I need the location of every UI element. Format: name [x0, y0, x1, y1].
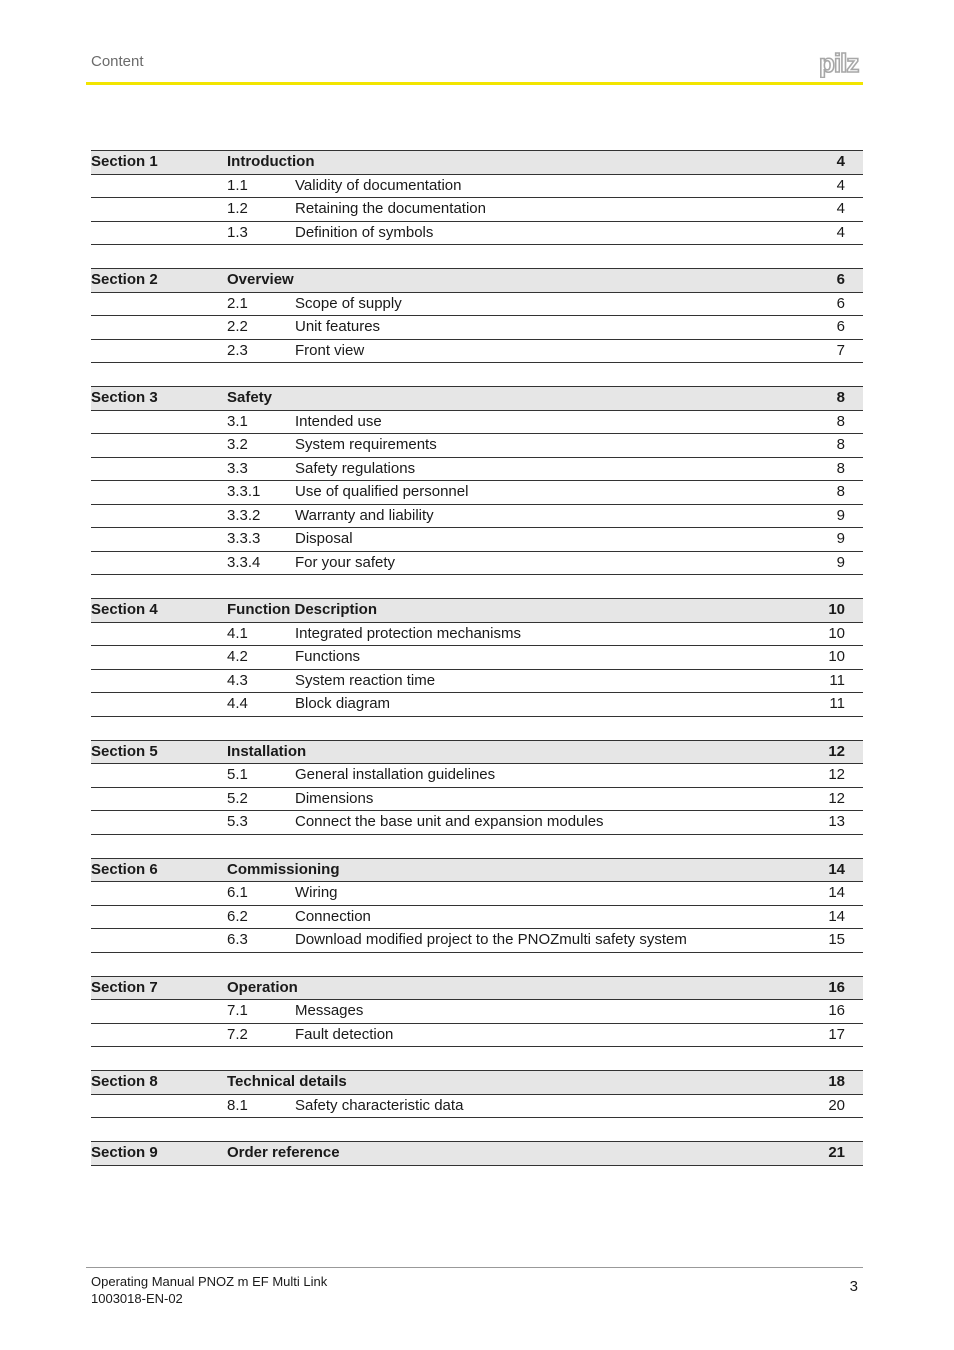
toc-section-page: 10 [828, 601, 845, 618]
toc-entry-title: Intended use [295, 412, 382, 430]
toc-entry-number: 2.2 [227, 318, 248, 335]
toc-entry-number: 1.3 [227, 223, 248, 241]
toc-entry-number: 4.2 [227, 648, 248, 665]
toc-entry-row[interactable] [91, 764, 863, 788]
toc-entry-row[interactable] [91, 198, 863, 222]
toc-entry-row[interactable] [91, 670, 863, 694]
footer-doc-title: Operating Manual PNOZ m EF Multi Link [91, 1274, 328, 1289]
toc-section-label: Section 1 [91, 153, 158, 170]
toc-section [91, 268, 863, 363]
toc-section-title: Technical details [227, 1073, 347, 1090]
toc-entry-page: 6 [836, 294, 845, 312]
toc-entry-page: 13 [828, 813, 845, 830]
toc-entry-number: 5.2 [227, 789, 248, 807]
toc-section [91, 740, 863, 835]
toc-entry-number: 5.1 [227, 766, 248, 783]
toc-section-row[interactable] [91, 740, 863, 765]
toc-entry-number: 2.3 [227, 341, 248, 359]
toc-entry-page: 4 [836, 200, 845, 217]
toc-section [91, 858, 863, 953]
toc-section-page: 21 [828, 1144, 845, 1161]
toc-section-page: 14 [828, 860, 845, 878]
toc-entry-number: 3.3.2 [227, 506, 261, 524]
toc-entry-page: 9 [836, 553, 845, 571]
toc-section-page: 18 [828, 1073, 845, 1090]
toc-entry-number: 6.3 [227, 931, 248, 948]
toc-entry-page: 9 [836, 530, 845, 547]
toc-entry-title: For your safety [295, 553, 396, 571]
toc-entry-row[interactable] [91, 293, 863, 317]
toc-section-title: Overview [227, 271, 294, 288]
toc-section [91, 1141, 863, 1166]
toc-section-title: Operation [227, 978, 298, 996]
toc-entry-title: Connection [295, 907, 371, 925]
toc-entry-page: 15 [828, 931, 845, 948]
toc-entry-number: 3.1 [227, 412, 248, 430]
toc-entry-row[interactable] [91, 316, 863, 340]
toc-section-label: Section 2 [91, 271, 158, 288]
toc-section-label: Section 4 [91, 601, 158, 618]
page-header [86, 50, 863, 85]
toc-entry-row[interactable] [91, 552, 863, 576]
toc-entry-title: Functions [295, 648, 361, 665]
toc-entry-title: Safety regulations [295, 459, 416, 477]
toc-section-label: Section 6 [91, 860, 158, 878]
toc-entry-title: Validity of documentation [295, 176, 462, 194]
toc-entry-title: Use of qualified personnel [295, 483, 469, 500]
toc-entry-row[interactable] [91, 788, 863, 812]
toc-section-page: 12 [828, 742, 845, 760]
toc-section-row[interactable] [91, 858, 863, 883]
toc-entry-title: Scope of supply [295, 294, 402, 312]
toc-entry-title: Safety characteristic data [295, 1096, 464, 1114]
toc-entry-number: 3.3 [227, 459, 248, 477]
toc-entry-title: Unit features [295, 318, 381, 335]
toc-entry-row[interactable] [91, 528, 863, 552]
toc-section-label: Section 3 [91, 389, 158, 406]
toc-section-title: Introduction [227, 153, 315, 170]
toc-entry-page: 8 [836, 412, 845, 430]
toc-section-row[interactable] [91, 976, 863, 1001]
toc-entry-row[interactable] [91, 623, 863, 647]
toc-entry-row[interactable] [91, 906, 863, 930]
toc-entry-title: Block diagram [295, 695, 391, 712]
toc-entry-row[interactable] [91, 1000, 863, 1024]
toc-section-row[interactable] [91, 386, 863, 411]
toc-entry-number: 3.2 [227, 436, 248, 453]
toc-entry-number: 6.2 [227, 907, 248, 925]
toc-entry-page: 6 [836, 318, 845, 335]
toc-entry-page: 11 [829, 695, 845, 712]
toc-entry-title: Messages [295, 1002, 364, 1019]
toc-section-row[interactable] [91, 1141, 863, 1166]
table-of-contents [91, 150, 863, 1189]
toc-entry-row[interactable] [91, 222, 863, 246]
toc-section-row[interactable] [91, 1070, 863, 1095]
toc-entry-number: 7.1 [227, 1002, 248, 1019]
toc-entry-number: 4.4 [227, 695, 248, 712]
page-footer [86, 1267, 863, 1306]
toc-entry-title: System requirements [295, 436, 437, 453]
toc-entry-row[interactable] [91, 693, 863, 717]
toc-entry-row[interactable] [91, 434, 863, 458]
toc-entry-page: 20 [828, 1096, 845, 1114]
toc-entry-page: 12 [828, 766, 845, 783]
toc-entry-number: 3.3.4 [227, 553, 261, 571]
toc-entry-page: 9 [836, 506, 845, 524]
logo-text: pilz [819, 50, 859, 78]
toc-entry-page: 10 [828, 624, 845, 642]
toc-section-label: Section 8 [91, 1073, 158, 1090]
toc-entry-number: 4.3 [227, 671, 248, 689]
toc-entry-page: 14 [828, 884, 845, 901]
toc-entry-title: Dimensions [295, 789, 374, 807]
header-title: Content [91, 53, 144, 70]
toc-entry-number: 6.1 [227, 884, 248, 901]
toc-entry-row[interactable] [91, 882, 863, 906]
toc-entry-row[interactable] [91, 1024, 863, 1048]
toc-entry-page: 12 [828, 789, 845, 807]
toc-entry-title: Integrated protection mechanisms [295, 624, 521, 642]
toc-entry-number: 3.3.1 [227, 483, 261, 500]
toc-section-label: Section 9 [91, 1144, 158, 1161]
toc-entry-title: Retaining the documentation [295, 200, 486, 217]
toc-entry-row[interactable] [91, 1095, 863, 1119]
toc-entry-row[interactable] [91, 505, 863, 529]
footer-doc-number: 1003018-EN-02 [91, 1291, 183, 1306]
toc-entry-number: 1.1 [227, 176, 248, 194]
toc-section-row[interactable] [91, 268, 863, 293]
footer-page-number: 3 [849, 1278, 858, 1295]
toc-entry-row[interactable] [91, 175, 863, 199]
toc-entry-title: System reaction time [295, 671, 436, 689]
toc-section-title: Function Description [227, 601, 377, 618]
toc-entry-page: 11 [829, 671, 845, 689]
toc-entry-page: 8 [836, 436, 845, 453]
toc-section-label: Section 7 [91, 978, 158, 996]
toc-entry-number: 7.2 [227, 1025, 248, 1043]
toc-section-row[interactable] [91, 598, 863, 623]
toc-entry-row[interactable] [91, 458, 863, 482]
toc-entry-row[interactable] [91, 811, 863, 835]
toc-section [91, 976, 863, 1048]
toc-section-title: Commissioning [227, 860, 340, 878]
toc-section-title: Installation [227, 742, 307, 760]
toc-entry-page: 10 [828, 648, 845, 665]
toc-entry-page: 17 [828, 1025, 845, 1043]
toc-entry-title: Fault detection [295, 1025, 394, 1043]
toc-entry-row[interactable] [91, 646, 863, 670]
toc-entry-page: 4 [836, 176, 845, 194]
toc-section-page: 4 [836, 153, 845, 170]
toc-entry-title: General installation guidelines [295, 766, 496, 783]
toc-section [91, 598, 863, 717]
toc-entry-number: 2.1 [227, 294, 248, 312]
toc-section-label: Section 5 [91, 742, 158, 760]
toc-section [91, 150, 863, 245]
toc-entry-page: 8 [836, 483, 845, 500]
toc-entry-number: 1.2 [227, 200, 248, 217]
toc-section-row[interactable] [91, 150, 863, 175]
toc-entry-number: 5.3 [227, 813, 248, 830]
toc-entry-title: Connect the base unit and expansion modules [295, 813, 604, 830]
toc-section-title: Order reference [227, 1144, 340, 1161]
toc-entry-row[interactable] [91, 481, 863, 505]
toc-entry-page: 16 [828, 1002, 845, 1019]
toc-entry-title: Download modified project to the PNOZmulti safety system [295, 931, 687, 948]
footer-doc-info [91, 1273, 327, 1307]
toc-entry-title: Definition of symbols [295, 223, 434, 241]
toc-entry-title: Wiring [295, 884, 338, 901]
toc-entry-title: Warranty and liability [295, 506, 434, 524]
toc-section [91, 1070, 863, 1118]
toc-section [91, 386, 863, 575]
toc-section-page: 6 [836, 271, 845, 288]
toc-entry-row[interactable] [91, 411, 863, 435]
toc-entry-page: 8 [836, 459, 845, 477]
toc-entry-title: Front view [295, 341, 365, 359]
toc-entry-page: 14 [828, 907, 845, 925]
toc-entry-page: 7 [836, 341, 845, 359]
toc-entry-title: Disposal [295, 530, 353, 547]
toc-entry-row[interactable] [91, 340, 863, 364]
toc-entry-page: 4 [836, 223, 845, 241]
pilz-logo-icon [819, 50, 863, 78]
toc-section-title: Safety [227, 389, 273, 406]
toc-entry-row[interactable] [91, 929, 863, 953]
toc-entry-number: 8.1 [227, 1096, 248, 1114]
toc-section-page: 16 [828, 978, 845, 996]
toc-entry-number: 3.3.3 [227, 530, 261, 547]
toc-entry-number: 4.1 [227, 624, 248, 642]
toc-section-page: 8 [836, 389, 845, 406]
